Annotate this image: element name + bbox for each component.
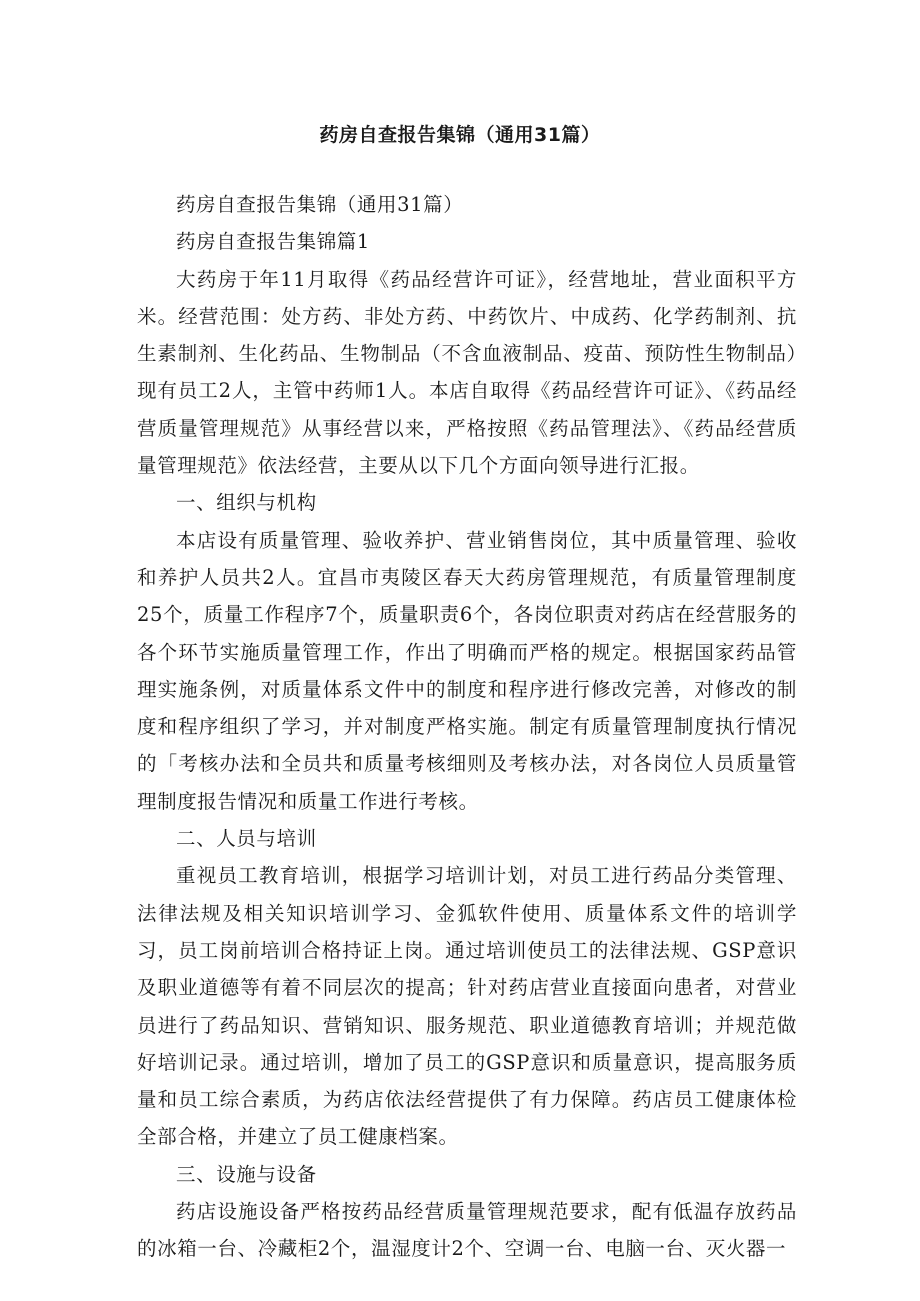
document-body [137,186,797,1268]
paragraph-section-heading: 药房自查报告集锦篇1 [176,230,370,254]
heading-personnel-training: 二、人员与培训 [176,827,317,851]
paragraph-intro: 大药房于年11月取得《药品经营许可证》，经营地址，营业面积平方米。经营范围：处方药、非处方药、中药饮片、中成药、化学药制剂、抗生素制剂、生化药品、生物制品（不含血液制品、疫苗、预防性生物制品）现有员工2人，主管中药师1人。本店自取得《药品经营许可证》、《药品经营质量管理规范》从事经营以来，严格按照《药品管理法》、《药品经营质量管理规范》依法经营，主要从以下几个方面向领导进行汇报。 [137,267,797,478]
heading-organization: 一、组织与机构 [176,491,317,515]
paragraph-subtitle: 药房自查报告集锦（通用31篇） [176,193,464,216]
document-title: 药房自查报告集锦（通用31篇） [319,124,601,146]
paragraph-facilities: 药店设施设备严格按药品经营质量管理规范要求，配有低温存放药品的冰箱一台、冷藏柜2个，温湿度计2个、空调一台、电脑一台、灭火器一 [137,1200,797,1261]
paragraph-organization: 本店设有质量管理、验收养护、营业销售岗位，其中质量管理、验收和养护人员共2人。宜昌市夷陵区春天大药房管理规范，有质量管理制度25个，质量工作程序7个，质量职责6个，各岗位职责对药店在经营服务的各个环节实施质量管理工作，作出了明确而严格的规定。根据国家药品管理实施条例，对质量体系文件中的制度和程序进行修改完善，对修改的制度和程序组织了学习，并对制度严格实施。制定有质量管理制度执行情况的「考核办法和全员共和质量考核细则及考核办法，对各岗位人员质量管理制度报告情况和质量工作进行考核。 [137,528,797,813]
heading-facilities: 三、设施与设备 [176,1162,317,1186]
paragraph-personnel-training: 重视员工教育培训，根据学习培训计划，对员工进行药品分类管理、法律法规及相关知识培训学习、金狐软件使用、质量体系文件的培训学习，员工岗前培训合格持证上岗。通过培训使员工的法律法规、GSP意识及职业道德等有着不同层次的提高；针对药店营业直接面向患者，对营业员进行了药品知识、营销知识、服务规范、职业道德教育培训；并规范做好培训记录。通过培训，增加了员工的GSP意识和质量意识，提高服务质量和员工综合素质，为药店依法经营提供了有力保障。药店员工健康体检全部合格，并建立了员工健康档案。 [137,864,797,1149]
